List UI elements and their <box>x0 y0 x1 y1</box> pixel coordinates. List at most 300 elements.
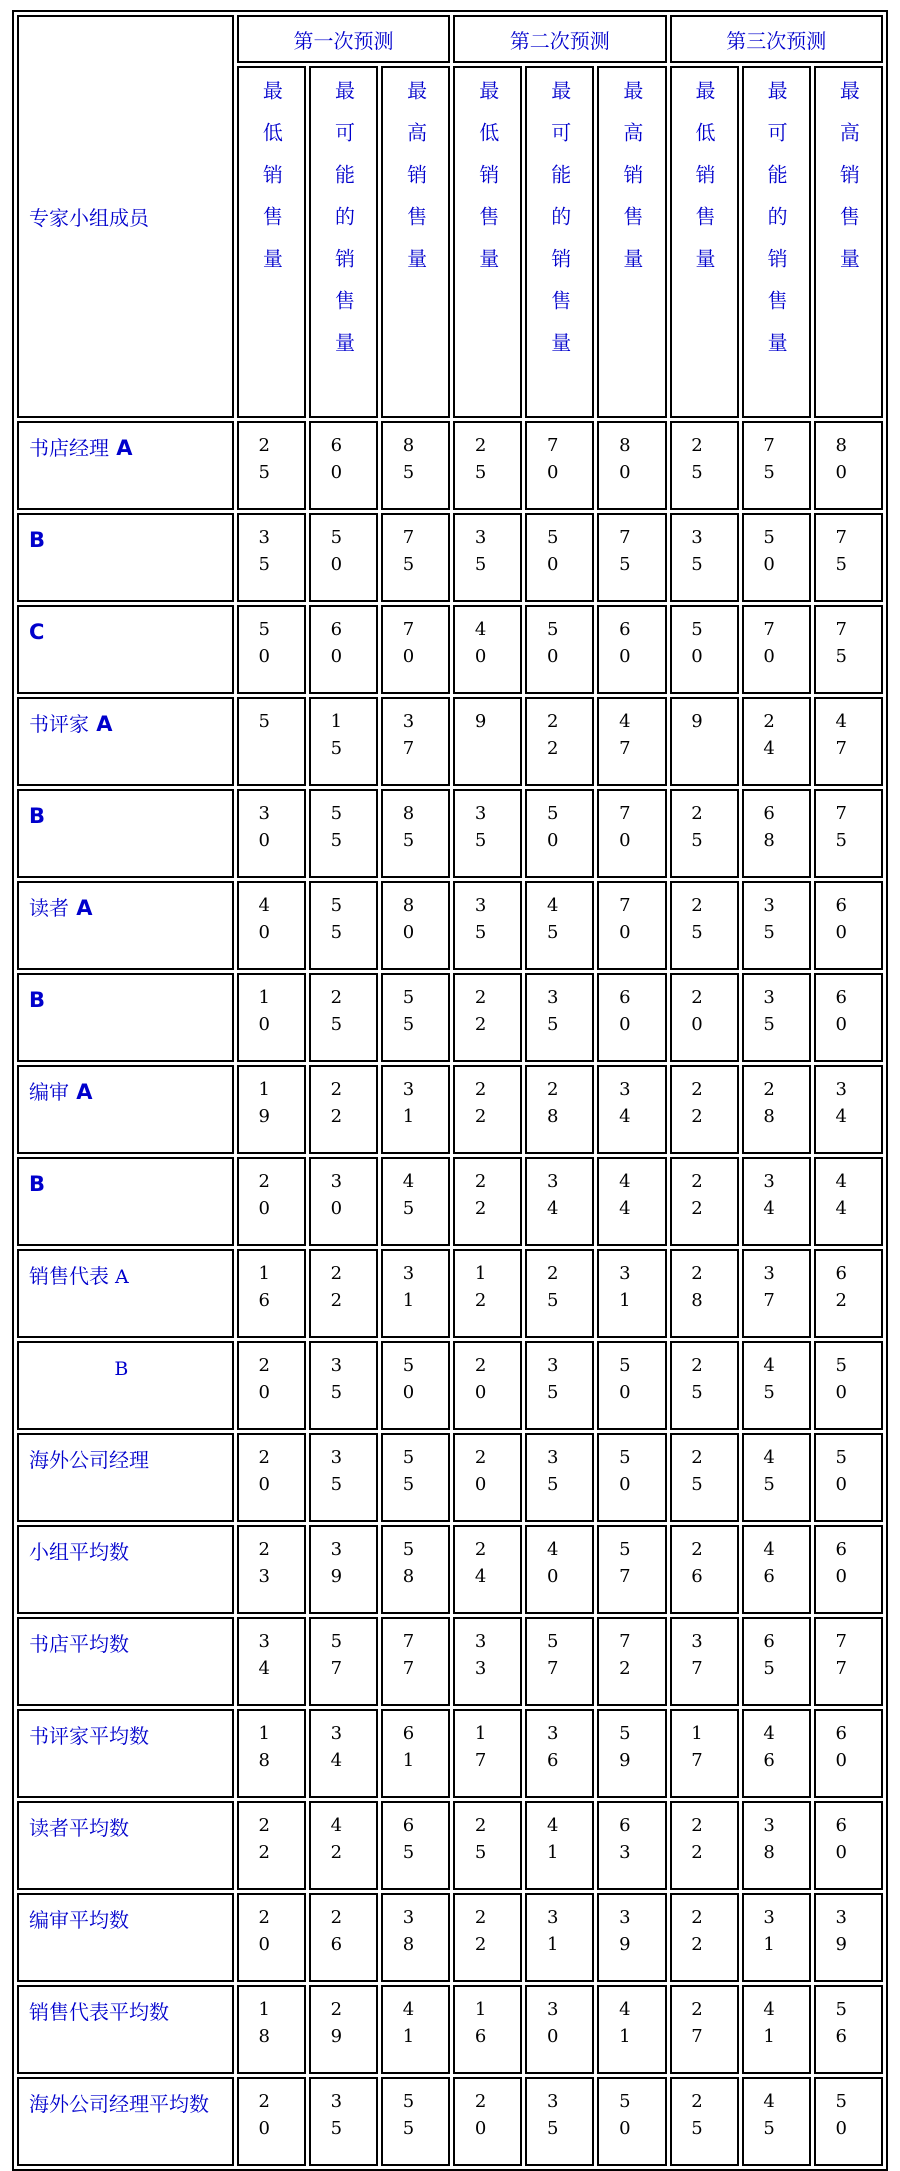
value-cell <box>670 1249 739 1338</box>
member-cell <box>17 513 234 602</box>
value-text: 16 <box>470 1999 492 2053</box>
sub-header-label: 最低销售量 <box>692 80 717 290</box>
member-letter: B <box>114 1358 129 1380</box>
member-cell <box>17 605 234 694</box>
member-column-header: 专家小组成员 <box>17 15 234 418</box>
value-cell <box>237 1709 306 1798</box>
value-cell <box>742 881 811 970</box>
value-text: 25 <box>686 1447 708 1501</box>
value-text: 25 <box>325 987 347 1041</box>
value-cell <box>597 1341 666 1430</box>
sub-header-label: 最可能的销售量 <box>331 80 356 374</box>
value-cell <box>814 697 883 786</box>
member-cell <box>17 2077 234 2166</box>
value-cell <box>237 421 306 510</box>
value-text: 62 <box>830 1263 852 1317</box>
value-cell <box>453 1065 522 1154</box>
value-text: 25 <box>686 435 708 489</box>
value-text: 35 <box>758 987 780 1041</box>
value-text: 20 <box>470 1355 492 1409</box>
value-text: 39 <box>830 1907 852 1961</box>
value-text: 55 <box>398 2091 419 2145</box>
value-text: 38 <box>398 1907 419 1961</box>
value-cell <box>237 1617 306 1706</box>
value-cell <box>381 421 450 510</box>
member-name: 销售代表 <box>29 1264 109 1288</box>
value-cell <box>670 1985 739 2074</box>
value-text: 20 <box>686 987 708 1041</box>
value-text: 34 <box>325 1723 347 1777</box>
value-text: 50 <box>830 1447 852 1501</box>
value-text: 50 <box>614 1355 636 1409</box>
value-text: 60 <box>830 1539 852 1593</box>
value-cell <box>814 513 883 602</box>
value-text: 70 <box>398 619 419 673</box>
value-text: 50 <box>398 1355 419 1409</box>
value-text: 22 <box>470 1079 492 1133</box>
sub-header-cell <box>453 66 522 418</box>
value-cell <box>597 789 666 878</box>
table-row <box>17 1617 883 1706</box>
value-cell <box>381 605 450 694</box>
value-text: 45 <box>758 2091 780 2145</box>
value-text: 12 <box>470 1263 492 1317</box>
value-cell <box>597 1525 666 1614</box>
member-name: 销售代表平均数 <box>29 2000 169 2024</box>
member-cell <box>17 973 234 1062</box>
member-letter: B <box>29 528 46 552</box>
value-text: 22 <box>325 1079 347 1133</box>
table-row <box>17 1341 883 1430</box>
value-cell <box>525 1065 594 1154</box>
value-text: 65 <box>398 1815 419 1869</box>
value-cell <box>453 2077 522 2166</box>
member-name: 读者平均数 <box>29 1816 129 1840</box>
value-text: 75 <box>830 803 852 857</box>
value-text: 55 <box>398 987 419 1041</box>
value-text: 35 <box>758 895 780 949</box>
value-cell <box>453 881 522 970</box>
member-letter: A <box>109 436 133 460</box>
value-cell <box>814 1525 883 1614</box>
member-name: 小组平均数 <box>29 1540 129 1564</box>
value-cell <box>381 1617 450 1706</box>
value-cell <box>309 1433 378 1522</box>
table-row <box>17 697 883 786</box>
value-cell <box>453 513 522 602</box>
value-text: 29 <box>325 1999 347 2053</box>
value-cell <box>597 1433 666 1522</box>
value-cell <box>597 1985 666 2074</box>
value-cell <box>525 1893 594 1982</box>
value-text: 47 <box>614 711 636 765</box>
value-text: 80 <box>398 895 419 949</box>
value-cell <box>814 973 883 1062</box>
value-text: 50 <box>614 1447 636 1501</box>
value-cell <box>309 1065 378 1154</box>
value-text: 40 <box>253 895 275 949</box>
value-cell <box>670 1709 739 1798</box>
value-text: 25 <box>470 1815 492 1869</box>
value-text: 63 <box>614 1815 636 1869</box>
value-cell <box>742 1801 811 1890</box>
value-cell <box>742 697 811 786</box>
value-cell <box>742 421 811 510</box>
member-letter: C <box>29 620 45 644</box>
value-text: 31 <box>614 1263 636 1317</box>
value-cell <box>670 697 739 786</box>
value-text: 26 <box>325 1907 347 1961</box>
first-forecast-header: 第一次预测 <box>237 15 450 63</box>
third-forecast-header: 第三次预测 <box>670 15 884 63</box>
table-row <box>17 513 883 602</box>
value-cell <box>525 1157 594 1246</box>
value-cell <box>309 789 378 878</box>
value-text: 24 <box>758 711 780 765</box>
value-cell <box>814 1065 883 1154</box>
value-text: 60 <box>830 1723 852 1777</box>
sub-header-label: 最高销售量 <box>836 80 861 290</box>
member-letter: B <box>29 1172 46 1196</box>
value-cell <box>814 421 883 510</box>
value-cell <box>237 2077 306 2166</box>
value-text: 34 <box>758 1171 780 1225</box>
member-name: 书店经理 <box>29 436 109 460</box>
value-cell <box>237 1065 306 1154</box>
value-text: 35 <box>470 527 492 581</box>
value-cell <box>670 1433 739 1522</box>
value-cell <box>525 1433 594 1522</box>
value-cell <box>453 1433 522 1522</box>
sub-header-label: 最高销售量 <box>403 80 428 290</box>
value-cell <box>237 1893 306 1982</box>
value-cell <box>453 697 522 786</box>
value-text: 33 <box>470 1631 492 1685</box>
value-cell <box>670 605 739 694</box>
value-text: 50 <box>542 619 564 673</box>
value-text: 22 <box>686 1171 708 1225</box>
value-text: 17 <box>686 1723 708 1777</box>
value-text: 41 <box>398 1999 419 2053</box>
value-cell <box>309 1249 378 1338</box>
table-row <box>17 421 883 510</box>
value-text: 24 <box>470 1539 492 1593</box>
value-text: 35 <box>325 1447 347 1501</box>
member-cell <box>17 1801 234 1890</box>
member-cell <box>17 1709 234 1798</box>
value-cell <box>309 1709 378 1798</box>
delphi-forecast-table <box>12 10 888 2171</box>
value-cell <box>525 1617 594 1706</box>
value-text: 39 <box>325 1539 347 1593</box>
value-text: 50 <box>758 527 780 581</box>
document-page <box>12 10 888 2171</box>
value-cell <box>814 1157 883 1246</box>
member-name: 海外公司经理 <box>29 1448 149 1472</box>
value-text: 20 <box>253 2091 275 2145</box>
member-letter: B <box>29 804 46 828</box>
table-row <box>17 1249 883 1338</box>
value-text: 42 <box>325 1815 347 1869</box>
value-text: 15 <box>325 711 347 765</box>
value-cell <box>237 605 306 694</box>
value-cell <box>742 1433 811 1522</box>
value-cell <box>309 605 378 694</box>
value-cell <box>453 973 522 1062</box>
member-cell <box>17 1525 234 1614</box>
value-cell <box>814 1617 883 1706</box>
value-text: 22 <box>542 711 564 765</box>
value-text: 44 <box>830 1171 852 1225</box>
value-cell <box>453 1525 522 1614</box>
value-text: 60 <box>830 987 852 1041</box>
value-text: 22 <box>470 1907 492 1961</box>
member-cell <box>17 1617 234 1706</box>
value-cell <box>309 697 378 786</box>
value-cell <box>453 789 522 878</box>
member-name: 读者 <box>29 896 69 920</box>
value-text: 75 <box>830 527 852 581</box>
value-cell <box>453 1893 522 1982</box>
value-cell <box>670 1157 739 1246</box>
value-text: 70 <box>542 435 564 489</box>
member-cell <box>17 1065 234 1154</box>
value-cell <box>742 1893 811 1982</box>
value-cell <box>814 1709 883 1798</box>
value-text: 36 <box>542 1723 564 1777</box>
value-cell <box>742 1157 811 1246</box>
value-text: 45 <box>398 1171 419 1225</box>
value-text: 27 <box>686 1999 708 2053</box>
value-cell <box>309 1525 378 1614</box>
value-text: 77 <box>830 1631 852 1685</box>
value-cell <box>814 1341 883 1430</box>
value-text: 40 <box>542 1539 564 1593</box>
value-cell <box>237 1157 306 1246</box>
value-cell <box>525 697 594 786</box>
value-cell <box>670 973 739 1062</box>
value-cell <box>525 605 594 694</box>
value-cell <box>742 1709 811 1798</box>
value-cell <box>525 1709 594 1798</box>
value-cell <box>670 2077 739 2166</box>
value-cell <box>814 2077 883 2166</box>
value-cell <box>381 1249 450 1338</box>
value-cell <box>237 789 306 878</box>
value-cell <box>453 421 522 510</box>
value-text: 44 <box>614 1171 636 1225</box>
value-text: 55 <box>398 1447 419 1501</box>
value-text: 45 <box>758 1447 780 1501</box>
value-cell <box>381 1801 450 1890</box>
value-text: 22 <box>686 1907 708 1961</box>
value-cell <box>525 1985 594 2074</box>
value-text: 37 <box>758 1263 780 1317</box>
value-text: 22 <box>686 1815 708 1869</box>
value-text: 45 <box>758 1355 780 1409</box>
value-text: 30 <box>325 1171 347 1225</box>
value-text: 70 <box>614 895 636 949</box>
value-cell <box>742 2077 811 2166</box>
value-text: 50 <box>614 2091 636 2145</box>
value-cell <box>381 513 450 602</box>
value-cell <box>597 1157 666 1246</box>
member-cell <box>17 1985 234 2074</box>
value-text: 5 <box>253 711 275 738</box>
value-cell <box>670 1341 739 1430</box>
value-cell <box>525 513 594 602</box>
table-row <box>17 1801 883 1890</box>
value-text: 34 <box>614 1079 636 1133</box>
value-cell <box>597 513 666 602</box>
sub-header-label: 最高销售量 <box>619 80 644 290</box>
value-cell <box>525 1341 594 1430</box>
value-cell <box>597 1893 666 1982</box>
value-text: 47 <box>830 711 852 765</box>
value-text: 18 <box>253 1999 275 2053</box>
value-text: 80 <box>830 435 852 489</box>
value-cell <box>597 1709 666 1798</box>
value-cell <box>597 605 666 694</box>
value-text: 31 <box>758 1907 780 1961</box>
sub-header-cell <box>742 66 811 418</box>
sub-header-cell <box>814 66 883 418</box>
value-text: 75 <box>830 619 852 673</box>
value-text: 28 <box>542 1079 564 1133</box>
value-cell <box>237 513 306 602</box>
value-text: 85 <box>398 803 419 857</box>
value-text: 28 <box>758 1079 780 1133</box>
value-cell <box>597 1617 666 1706</box>
member-name: 书评家 <box>29 712 89 736</box>
value-cell <box>597 881 666 970</box>
value-text: 28 <box>686 1263 708 1317</box>
value-cell <box>742 1341 811 1430</box>
value-cell <box>381 1985 450 2074</box>
value-cell <box>309 1893 378 1982</box>
value-cell <box>742 1985 811 2074</box>
value-text: 41 <box>614 1999 636 2053</box>
value-text: 25 <box>686 895 708 949</box>
sub-header-label: 最可能的销售量 <box>764 80 789 374</box>
table-row <box>17 1433 883 1522</box>
value-text: 35 <box>470 895 492 949</box>
member-letter: A <box>109 1266 129 1288</box>
table-row <box>17 605 883 694</box>
value-text: 35 <box>325 2091 347 2145</box>
value-cell <box>597 1249 666 1338</box>
value-text: 9 <box>686 711 708 738</box>
value-cell <box>597 2077 666 2166</box>
value-cell <box>597 421 666 510</box>
value-cell <box>670 1893 739 1982</box>
value-text: 38 <box>758 1815 780 1869</box>
value-cell <box>814 1433 883 1522</box>
value-cell <box>381 789 450 878</box>
value-text: 50 <box>830 1355 852 1409</box>
value-cell <box>237 1985 306 2074</box>
value-text: 70 <box>614 803 636 857</box>
value-text: 60 <box>325 435 347 489</box>
value-text: 50 <box>325 527 347 581</box>
value-cell <box>742 1617 811 1706</box>
value-text: 55 <box>325 803 347 857</box>
value-text: 25 <box>686 2091 708 2145</box>
value-text: 20 <box>253 1171 275 1225</box>
value-text: 60 <box>614 987 636 1041</box>
value-cell <box>381 1157 450 1246</box>
value-text: 22 <box>325 1263 347 1317</box>
table-row <box>17 2077 883 2166</box>
value-cell <box>237 1341 306 1430</box>
value-text: 16 <box>253 1263 275 1317</box>
value-cell <box>525 1249 594 1338</box>
member-name: 书店平均数 <box>29 1632 129 1656</box>
value-text: 20 <box>253 1355 275 1409</box>
value-text: 65 <box>758 1631 780 1685</box>
value-cell <box>309 421 378 510</box>
value-text: 22 <box>686 1079 708 1133</box>
value-text: 35 <box>686 527 708 581</box>
value-cell <box>381 1433 450 1522</box>
value-cell <box>597 1065 666 1154</box>
value-text: 60 <box>830 895 852 949</box>
value-text: 55 <box>325 895 347 949</box>
group-header-row <box>17 15 883 63</box>
value-cell <box>742 1525 811 1614</box>
member-letter: A <box>69 1080 93 1104</box>
value-cell <box>309 973 378 1062</box>
value-cell <box>309 2077 378 2166</box>
value-cell <box>814 1801 883 1890</box>
value-cell <box>381 973 450 1062</box>
value-cell <box>525 1525 594 1614</box>
value-cell <box>670 513 739 602</box>
value-cell <box>814 605 883 694</box>
value-text: 50 <box>253 619 275 673</box>
value-text: 25 <box>470 435 492 489</box>
value-cell <box>453 1249 522 1338</box>
sub-header-label: 最低销售量 <box>475 80 500 290</box>
value-cell <box>309 1985 378 2074</box>
value-text: 46 <box>758 1723 780 1777</box>
value-text: 20 <box>470 2091 492 2145</box>
member-cell <box>17 1893 234 1982</box>
table-row <box>17 1525 883 1614</box>
table-row <box>17 1893 883 1982</box>
value-text: 77 <box>398 1631 419 1685</box>
value-cell <box>381 1893 450 1982</box>
value-cell <box>237 1433 306 1522</box>
value-text: 57 <box>614 1539 636 1593</box>
member-cell <box>17 697 234 786</box>
second-forecast-header: 第二次预测 <box>453 15 666 63</box>
member-cell <box>17 1341 234 1430</box>
value-text: 50 <box>542 803 564 857</box>
value-cell <box>597 697 666 786</box>
table-row <box>17 1065 883 1154</box>
value-cell <box>670 1617 739 1706</box>
value-cell <box>814 1985 883 2074</box>
value-cell <box>525 973 594 1062</box>
value-text: 30 <box>542 1999 564 2053</box>
value-cell <box>525 1801 594 1890</box>
value-cell <box>453 1341 522 1430</box>
member-letter: A <box>69 896 93 920</box>
value-cell <box>237 1249 306 1338</box>
value-text: 75 <box>758 435 780 489</box>
value-text: 58 <box>398 1539 419 1593</box>
